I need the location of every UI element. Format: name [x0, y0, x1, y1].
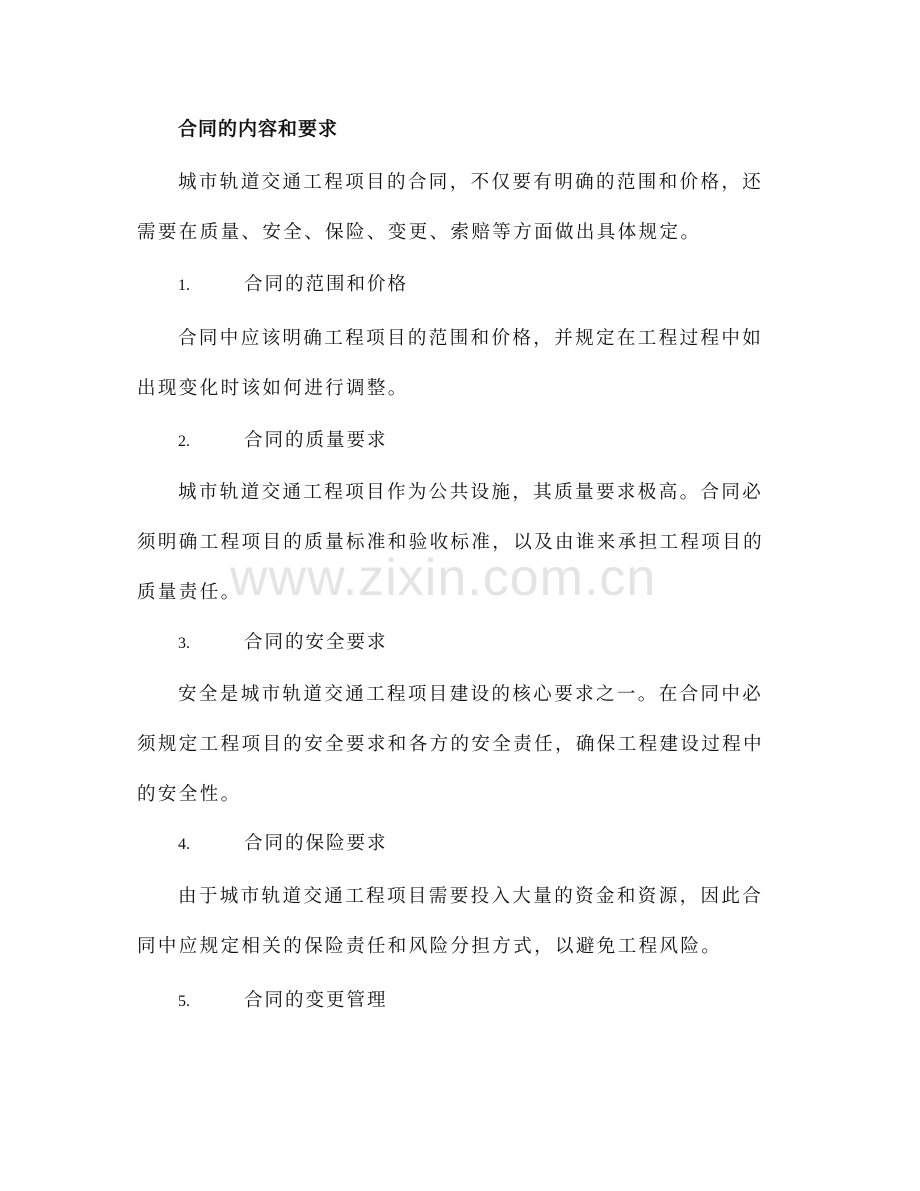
paragraph-4: 由于城市轨道交通工程项目需要投入大量的资金和资源，因此合同中应规定相关的保险责任和风险分担方式，以避免工程风险。 — [137, 886, 764, 957]
paragraph-3: 安全是城市轨道交通工程项目建设的核心要求之一。在合同中必须规定工程项目的安全要求和各方的安全责任，确保工程建设过程中的安全性。 — [137, 684, 765, 805]
numbered-item-2 — [178, 426, 388, 452]
numbered-item-5 — [178, 986, 388, 1012]
watermark: www.zixin.com.cn — [230, 549, 657, 607]
paragraph-2: 城市轨道交通工程项目作为公共设施，其质量要求极高。合同必须明确工程项目的质量标准和验收标准，以及由谁来承担工程项目的质量责任。 — [137, 482, 765, 603]
item-number: 4. — [178, 836, 190, 853]
numbered-item-1 — [178, 270, 408, 296]
item-number: 5. — [178, 993, 190, 1010]
numbered-item-4 — [178, 829, 388, 855]
item-title: 合同的变更管理 — [244, 990, 388, 1011]
intro-paragraph: 城市轨道交通工程项目的合同，不仅要有明确的范围和价格，还需要在质量、安全、保险、变更、索赔等方面做出具体规定。 — [137, 172, 764, 243]
item-title: 合同的保险要求 — [244, 833, 388, 854]
section-heading: 合同的内容和要求 — [178, 118, 339, 140]
paragraph-1: 合同中应该明确工程项目的范围和价格，并规定在工程过程中如出现变化时该如何进行调整。 — [137, 328, 764, 399]
item-number: 1. — [178, 277, 190, 294]
item-number: 3. — [178, 635, 190, 652]
item-number: 2. — [178, 433, 190, 450]
numbered-item-3 — [178, 628, 388, 654]
item-title: 合同的质量要求 — [244, 430, 388, 451]
item-title: 合同的安全要求 — [244, 632, 388, 653]
item-title: 合同的范围和价格 — [244, 274, 409, 295]
